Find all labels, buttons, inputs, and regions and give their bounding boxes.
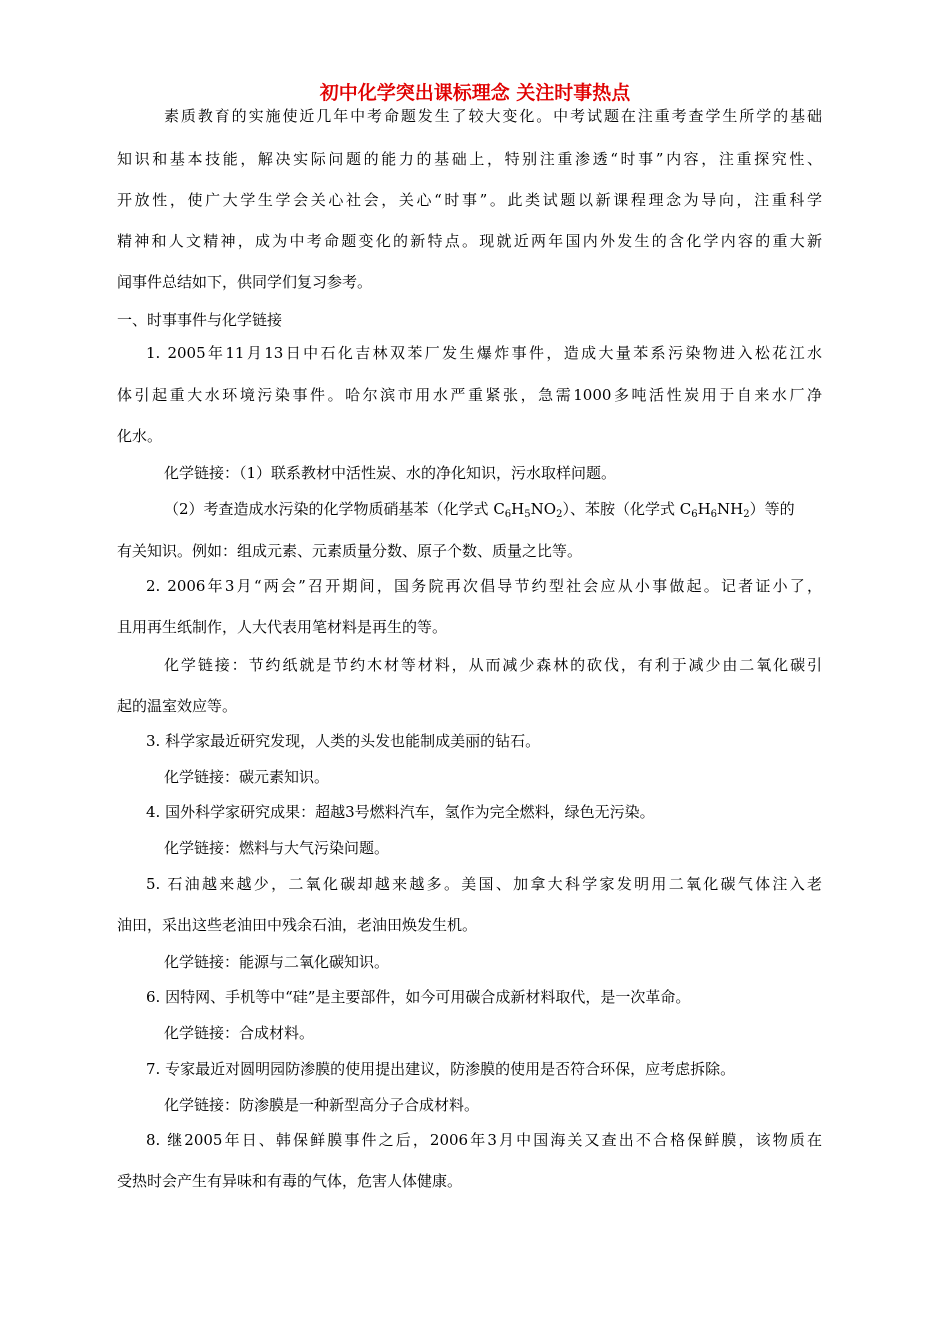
list-item-text: 8. 继2005年日、韩保鲜膜事件之后，2006年3月中国海关又查出不合格保鲜膜，该物质在 — [146, 1131, 822, 1149]
list-item-text: 2. 2006年3月“两会”召开期间，国务院再次倡导节约型社会应从小事做起。记者证小了， — [146, 577, 822, 595]
intro-line: 闻事件总结如下，供同学们复习参考。 — [117, 273, 373, 291]
chemistry-link: 化学链接：合成材料。 — [164, 1024, 315, 1042]
list-item-text: 受热时会产生有异味和有毒的气体，危害人体健康。 — [117, 1172, 463, 1190]
list-item-text: 5. 石油越来越少，二氧化碳却越来越多。美国、加拿大科学家发明用二氧化碳气体注入老 — [146, 875, 822, 893]
intro-line: 素质教育的实施使近几年中考命题发生了较大变化。中考试题在注重考查学生所学的基础 — [164, 107, 822, 125]
list-item-text: 化水。 — [117, 427, 163, 445]
list-item-text: 3. 科学家最近研究发现，人类的头发也能制成美丽的钻石。 — [146, 732, 541, 750]
list-item-text: 4. 国外科学家研究成果：超越3号燃料汽车，氢作为完全燃料，绿色无污染。 — [146, 803, 655, 821]
chemistry-link: （2）考查造成水污染的化学物质硝基苯（化学式 $C_6H_5NO_2$）、苯胺（化学式 $C_6H_6NH_2$）等的 — [164, 500, 795, 520]
intro-line: 精神和人文精神，成为中考命题变化的新特点。现就近两年国内外发生的含化学内容的重大新 — [117, 232, 822, 250]
list-item-text: 6. 因特网、手机等中“硅”是主要部件，如今可用碳合成新材料取代，是一次革命。 — [146, 988, 691, 1006]
list-item-text: 7. 专家最近对圆明园防渗膜的使用提出建议，防渗膜的使用是否符合环保，应考虑拆除。 — [146, 1060, 736, 1078]
chemistry-link: 起的温室效应等。 — [117, 697, 238, 715]
chemistry-link: 化学链接：燃料与大气污染问题。 — [164, 839, 390, 857]
intro-line: 开放性，使广大学生学会关心社会，关心“时事”。此类试题以新课程理念为导向，注重科学 — [117, 191, 822, 209]
chemistry-link: 有关知识。例如：组成元素、元素质量分数、原子个数、质量之比等。 — [117, 542, 583, 560]
section-heading: 一、时事事件与化学链接 — [117, 311, 283, 329]
page-title: 初中化学突出课标理念 关注时事热点 — [319, 82, 631, 104]
list-item-text: 油田，采出这些老油田中残余石油，老油田焕发生机。 — [117, 916, 478, 934]
chemistry-link: 化学链接：防渗膜是一种新型高分子合成材料。 — [164, 1096, 480, 1114]
chemistry-link: 化学链接：碳元素知识。 — [164, 768, 330, 786]
chemistry-link: 化学链接：能源与二氧化碳知识。 — [164, 953, 390, 971]
intro-line: 知识和基本技能，解决实际问题的能力的基础上，特别注重渗透“时事”内容，注重探究性、 — [117, 150, 822, 168]
chemistry-link: 化学链接：节约纸就是节约木材等材料，从而减少森林的砍伐，有利于减少由二氧化碳引 — [164, 656, 822, 674]
list-item-text: 且用再生纸制作，人大代表用笔材料是再生的等。 — [117, 618, 448, 636]
list-item-text: 体引起重大水环境污染事件。哈尔滨市用水严重紧张，急需1000多吨活性炭用于自来水厂净 — [117, 386, 822, 404]
list-item-text: 1. 2005年11月13日中石化吉林双苯厂发生爆炸事件，造成大量苯系污染物进入松花江水 — [146, 344, 822, 362]
chemistry-link: 化学链接：（1）联系教材中活性炭、水的净化知识，污水取样问题。 — [164, 464, 617, 482]
